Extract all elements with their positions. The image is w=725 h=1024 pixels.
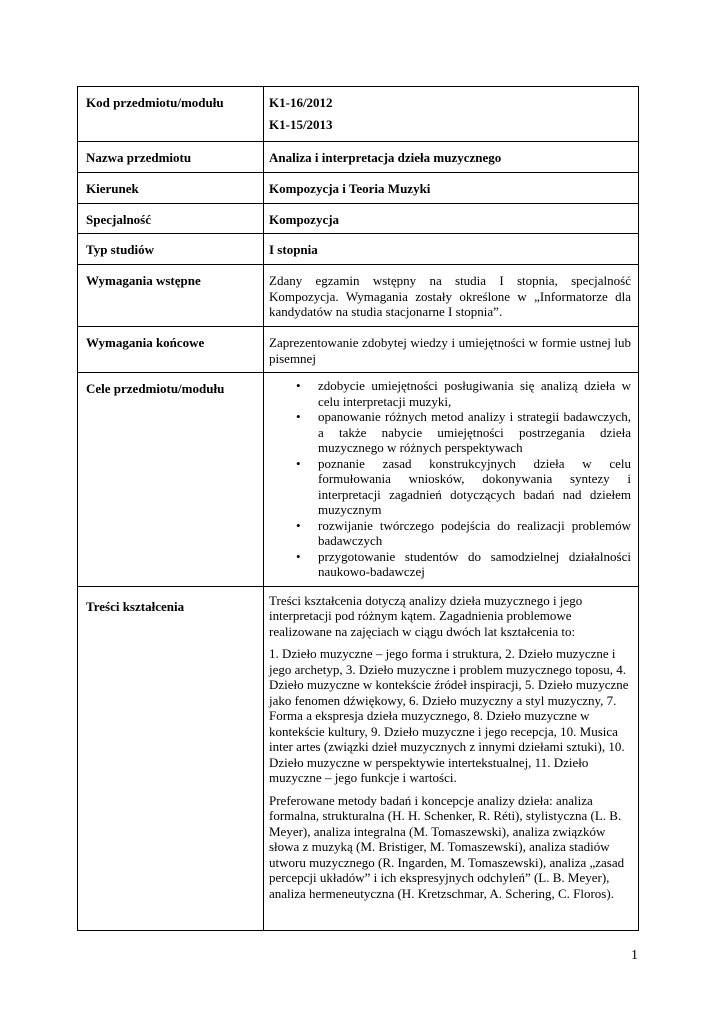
label-typ: Typ studiów bbox=[78, 234, 264, 265]
value-typ: I stopnia bbox=[264, 234, 639, 265]
value-tresci bbox=[264, 586, 639, 930]
goal-item: • zdobycie umiejętności posługiwania się analizą dzieła w celu interpretacji muzyki, bbox=[318, 378, 631, 409]
row-tresci bbox=[78, 586, 639, 930]
label-specjalnosc: Specjalność bbox=[78, 203, 264, 234]
value-wymagania-koncowe: Zaprezentowanie zdobytej wiedzy i umiejętności w formie ustnej lub pisemnej bbox=[264, 327, 639, 373]
goal-item: • opanowanie różnych metod analizy i strategii badawczych, a także nabycie umiejętności postrzegania dzieła muzycznego w różnych perspektywach bbox=[318, 409, 631, 456]
value-specjalnosc: Kompozycja bbox=[264, 203, 639, 234]
value-kod bbox=[264, 87, 639, 142]
label-cele: Cele przedmiotu/modułu bbox=[78, 373, 264, 587]
tresci-topics: 1. Dzieło muzyczne – jego forma i struktura, 2. Dzieło muzyczne i jego archetyp, 3. Dzieło muzyczne i problem muzycznego toposu, 4. Dzieło muzyczne w kontekście źródeł inspiracji, 5. Dzieło muzyczne jako fenomen dźwiękowy, 6. Dzieło muzyczny a styl muzyczny, 7. Forma a ekspresja dzieła muzycznego, 8. Dzieło muzyczne w kontekście kultury, 9. Dzieło muzyczne i jego recepcja, 10. Musica inter artes (związki dzieł muzycznych z innymi dziełami sztuki), 10. Dzieło muzyczne w perspektywie intertekstualnej, 11. Dzieło muzyczne – jego funkcje i wartości. bbox=[269, 646, 629, 785]
label-wymagania-koncowe: Wymagania końcowe bbox=[78, 327, 264, 373]
label-kierunek: Kierunek bbox=[78, 172, 264, 203]
label-nazwa: Nazwa przedmiotu bbox=[78, 142, 264, 173]
goals-list bbox=[269, 378, 631, 580]
page-number: 1 bbox=[631, 948, 638, 963]
label-tresci: Treści kształcenia bbox=[78, 586, 264, 930]
row-typ bbox=[78, 234, 639, 265]
label-wymagania-wstepne: Wymagania wstępne bbox=[78, 265, 264, 327]
row-wymagania-koncowe bbox=[78, 327, 639, 373]
goal-item: • poznanie zasad konstrukcyjnych dzieła w celu formułowania wniosków, dokonywania syntezy i interpretacji zagadnień dotyczących badań nad dziełem muzycznym bbox=[318, 456, 631, 518]
value-kierunek: Kompozycja i Teoria Muzyki bbox=[264, 172, 639, 203]
value-nazwa: Analiza i interpretacja dzieła muzycznego bbox=[264, 142, 639, 173]
code-2012: K1-16/2012 bbox=[269, 95, 333, 110]
row-kierunek bbox=[78, 172, 639, 203]
row-nazwa bbox=[78, 142, 639, 173]
value-wymagania-wstepne: Zdany egzamin wstępny na studia I stopnia, specjalność Kompozycja. Wymagania zostały określone w „Informatorze dla kandydatów na studia stacjonarne I stopnia”. bbox=[264, 265, 639, 327]
goal-item: • rozwijanie twórczego podejścia do realizacji problemów badawczych bbox=[318, 518, 631, 549]
tresci-intro: Treści kształcenia dotyczą analizy dzieła muzycznego i jego interpretacji pod różnym kątem. Zagadnienia problemowe realizowane na zajęciach w ciągu dwóch lat kształcenia to: bbox=[269, 592, 583, 639]
syllabus-table bbox=[77, 86, 639, 931]
goal-item: • przygotowanie studentów do samodzielnej działalności naukowo-badawczej bbox=[318, 549, 631, 580]
row-kod bbox=[78, 87, 639, 142]
row-cele bbox=[78, 373, 639, 587]
tresci-methods: Preferowane metody badań i koncepcje analizy dzieła: analiza formalna, strukturalna (H. H. Schenker, R. Réti), stylistyczna (L. B. Meyer), analiza integralna (M. Tomaszewski), analiza związków słowa z muzyką (M. Bristiger, M. Tomaszewski), analiza stadiów utworu muzycznego (R. Ingarden, M. Tomaszewski), analiza „zasad percepcji układów” i ich ekspresyjnych odchyleń” (L. B. Meyer), analiza hermeneutyczna (H. Kretzschmar, A. Schering, C. Floros). bbox=[269, 792, 625, 901]
value-cele bbox=[264, 373, 639, 587]
row-wymagania-wstepne bbox=[78, 265, 639, 327]
label-kod: Kod przedmiotu/modułu bbox=[78, 87, 264, 142]
row-specjalnosc bbox=[78, 203, 639, 234]
code-2013: K1-15/2013 bbox=[269, 116, 333, 132]
